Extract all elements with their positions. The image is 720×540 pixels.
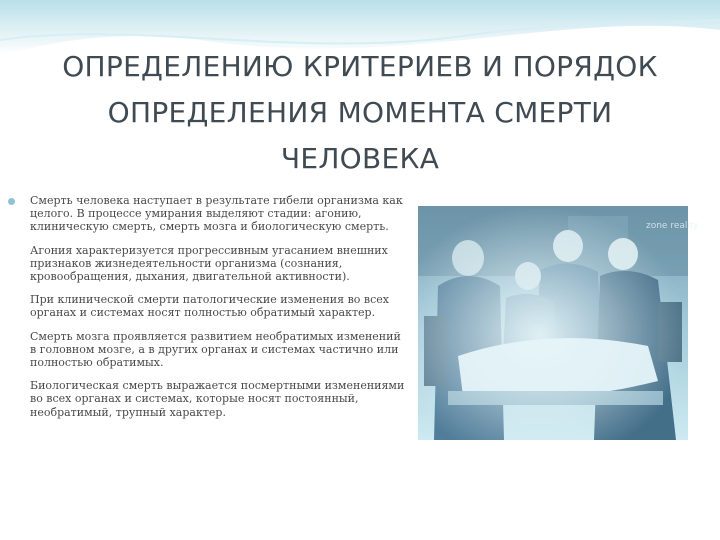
paragraph-agony: Агония характеризуется прогрессивным угасанием внешних признаков жизнедеятельности организма (сознания, кровообращения, дыхания, двигательной активности).: [30, 243, 388, 284]
slide-title: [20, 44, 700, 182]
bullet-icon: [8, 198, 15, 205]
paragraph-clinical-death: При клинической смерти патологические изменения во всех органах и системах носят полностью обратимый характер.: [30, 293, 389, 320]
medical-team-photo: [418, 206, 699, 440]
photo-illustration: [418, 206, 699, 440]
title-line-1: ОПРЕДЕЛЕНИЮ КРИТЕРИЕВ И ПОРЯДОК: [62, 50, 658, 83]
title-line-3: ЧЕЛОВЕКА: [280, 142, 440, 175]
paragraph-biological-death: Биологическая смерть выражается посмертными изменениями во всех органах и системах, которые носят постоянный, необратимый, трупный характер.: [30, 379, 405, 419]
body-text: [30, 194, 405, 429]
photo-watermark: zone reality: [646, 221, 699, 231]
paragraph-death-definition: Смерть человека наступает в результате гибели организма как целого. В процессе умирания выделяют стадии: агонию, клиническую смерть, смерть мозга и биологическую смерть.: [30, 194, 403, 234]
title-line-2: ОПРЕДЕЛЕНИЯ МОМЕНТА СМЕРТИ: [107, 96, 613, 129]
paragraph-brain-death: Смерть мозга проявляется развитием необратимых изменений в головном мозге, а в других органах и системах частично или полностью обратимых.: [30, 329, 401, 370]
